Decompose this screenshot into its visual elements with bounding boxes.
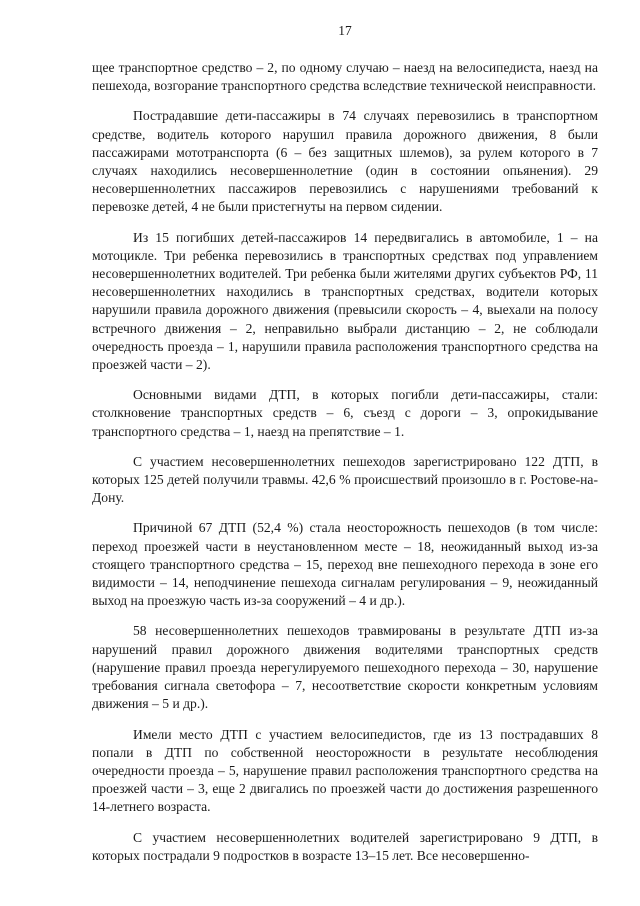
paragraph-accident-types: Основными видами ДТП, в которых погибли дети-пассажиры, стали: столкновение транспортных средств – 6, съезд с дороги – 3, опрокидывание транспортного средства – 1, наезд на препятствие – 1.	[92, 387, 598, 439]
document-page	[92, 22, 598, 877]
page-number: 17	[338, 23, 352, 38]
paragraph-child-passengers-killed: Из 15 погибших детей-пассажиров 14 передвигались в автомобиле, 1 – на мотоцикле. Три ребенка перевозились в транспортных средствах под управлением несовершеннолетних водителей. Три ребенка были жителями других субъектов РФ, 11 несовершеннолетних находились в транспортных средствах, водители которых нарушили правила дорожного движения (превысили скорость – 4, выехали на полосу встречного движения – 2, неправильно выбрали дистанцию – 2, не соблюдали очередность проезда – 1, нарушили правила расположения транспортного средства на проезжей части – 2).	[92, 229, 598, 373]
paragraph-minor-drivers: С участием несовершеннолетних водителей зарегистрировано 9 ДТП, в которых пострадали 9 подростков в возрасте 13–15 лет. Все несовершенно-	[92, 829, 598, 863]
paragraph-continuation: щее транспортное средство – 2, по одному случаю – наезд на велосипедиста, наезд на пешехода, возгорание транспортного средства вследствие технической неисправности.	[92, 60, 598, 94]
paragraph-child-passengers-injured: Пострадавшие дети-пассажиры в 74 случаях перевозились в транспортном средстве, водитель которого нарушил правила дорожного движения, 8 были пассажирами мототранспорта (6 – без защитных шлемов), за рулем которого в 7 случаях находились несовершеннолетние (один в состоянии опьянения). 29 несовершеннолетних пассажиров перевозились с нарушениями требований к перевозке детей, 4 не были пристегнуты на первом сидении.	[92, 108, 598, 215]
paragraph-pedestrians-count: С участием несовершеннолетних пешеходов зарегистрировано 122 ДТП, в которых 125 детей получили травмы. 42,6 % происшествий произошло в г. Ростове-на-Дону.	[92, 453, 598, 506]
paragraph-driver-violations: 58 несовершеннолетних пешеходов травмированы в результате ДТП из-за нарушений правил дорожного движения водителями транспортных средств (нарушение правил проезда нерегулируемого пешеходного перехода – 30, нарушение требования сигнала светофора – 7, несоответствие скорости конкретным условиям движения – 5 и др.).	[92, 623, 598, 712]
paragraph-pedestrian-carelessness: Причиной 67 ДТП (52,4 %) стала неосторожность пешеходов (в том числе: переход проезжей части в неустановленном месте – 18, неожиданный выход из-за стоящего транспортного средства – 15, переход вне пешеходного перехода в зоне его видимости – 14, неподчинение пешехода сигналам регулирования – 9, неожиданный выход на проезжую часть из-за сооружений – 4 и др.).	[92, 520, 598, 609]
paragraph-cyclists: Имели место ДТП с участием велосипедистов, где из 13 пострадавших 8 попали в ДТП по собственной неосторожности в результате несоблюдения очередности проезда – 5, нарушение правил расположения транспортного средства на проезжей части – 3, еще 2 двигались по проезжей части до достижения разрешенного 14-летнего возраста.	[92, 726, 598, 815]
